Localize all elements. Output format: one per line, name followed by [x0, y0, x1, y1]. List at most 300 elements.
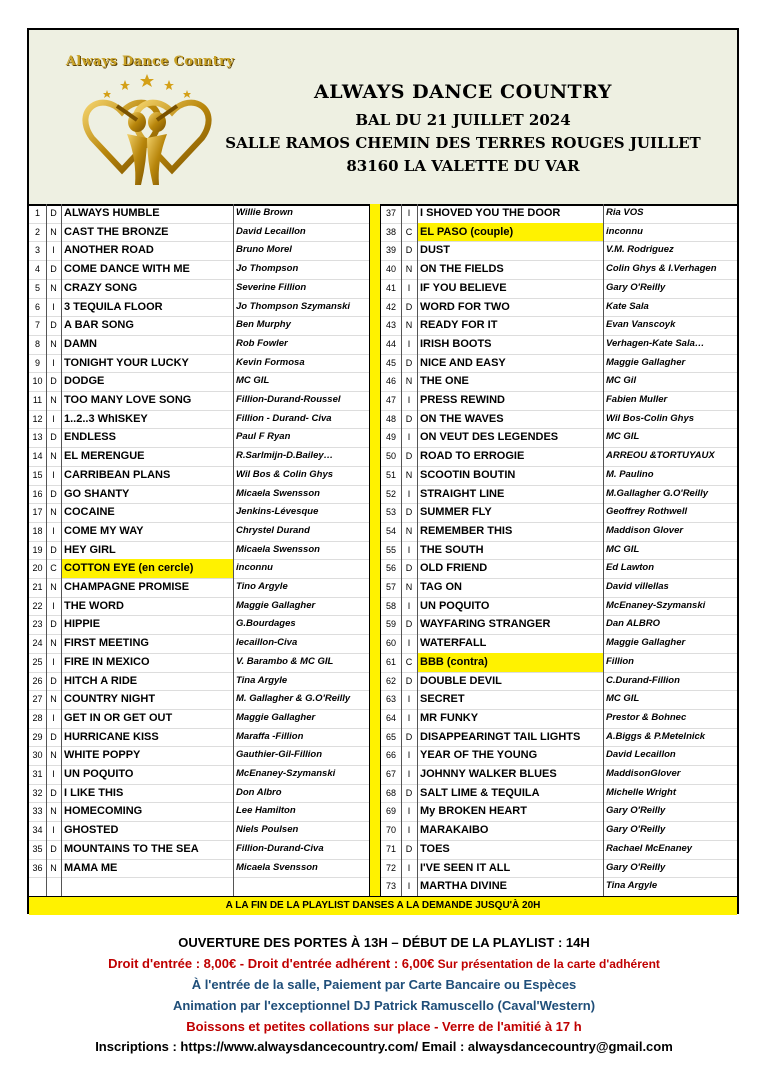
dance-number: 3: [34, 245, 40, 256]
dance-row: [381, 354, 737, 373]
dance-number: 2: [34, 226, 40, 237]
dance-title: EL PASO (couple): [417, 223, 603, 242]
dance-row: [381, 279, 737, 298]
dance-number: 46: [385, 376, 396, 387]
choreographer: Gary O'Reilly: [606, 861, 666, 873]
choreographer: Jo Thompson Szymanski: [236, 300, 351, 312]
dance-title: IF YOU BELIEVE: [420, 281, 507, 294]
choreographer: Severine Fillion: [236, 281, 307, 293]
dance-row: [29, 653, 369, 672]
dance-title: TONIGHT YOUR LUCKY: [64, 356, 189, 369]
payment-info: À l'entrée de la salle, Paiement par Carte Bancaire ou Espèces: [191, 977, 577, 992]
dance-level: D: [405, 245, 413, 256]
dance-level: I: [407, 881, 411, 892]
dance-row: [381, 241, 737, 260]
choreographer: Fillion - Durand- Civa: [236, 412, 332, 424]
choreographer: David Lecaillon: [236, 225, 306, 237]
dance-row: [29, 260, 369, 279]
choreographer: Paul F Ryan: [236, 431, 291, 443]
dance-number: 49: [385, 432, 396, 443]
choreographer: Ed Lawton: [606, 562, 655, 574]
dance-level: I: [407, 712, 411, 723]
dance-title: CHAMPAGNE PROMISE: [64, 581, 190, 594]
dance-row: [29, 522, 369, 541]
dance-level: D: [405, 843, 413, 854]
dance-row: [381, 260, 737, 279]
dance-title: A BAR SONG: [64, 319, 134, 332]
dance-title: MOUNTAINS TO THE SEA: [64, 842, 199, 855]
choreographer: Geoffrey Rothwell: [606, 506, 688, 518]
dance-title: THE WORD: [64, 599, 124, 612]
dance-number: 43: [385, 320, 396, 331]
dance-title: HITCH A RIDE: [64, 674, 138, 687]
dance-level: I: [407, 769, 411, 780]
dance-row: [29, 802, 369, 821]
choreographer: Micaela Swensson: [236, 487, 320, 499]
choreographer: Verhagen-Kate Sala…: [606, 337, 705, 349]
dance-number: 68: [385, 787, 396, 798]
dance-row: [381, 877, 737, 896]
dance-level: I: [52, 600, 55, 611]
choreographer: Jenkins-Lévesque: [236, 506, 319, 518]
dance-level: N: [50, 451, 57, 462]
dance-row: [381, 522, 737, 541]
choreographer: Micaela Swensson: [236, 543, 320, 555]
dance-level: N: [50, 507, 57, 518]
dance-title: DISAPPEARINGT TAIL LIGHTS: [420, 730, 581, 743]
choreographer: Prestor & Bohnec: [606, 711, 687, 723]
dance-row: [29, 316, 369, 335]
dance-title: COTTON EYE (en cercle): [61, 559, 233, 578]
dance-title: COUNTRY NIGHT: [64, 693, 156, 706]
dance-row: [29, 559, 369, 578]
dance-level: D: [50, 264, 57, 275]
dance-number: 23: [32, 619, 43, 630]
entry-price-note: Sur présentation de la carte d'adhérent: [434, 957, 660, 971]
dance-number: 67: [385, 769, 396, 780]
dance-row: [381, 447, 737, 466]
dance-title: TOO MANY LOVE SONG: [64, 394, 192, 407]
dance-row: [29, 840, 369, 859]
dance-title: BBB (contra): [417, 653, 603, 672]
dance-level: N: [50, 226, 57, 237]
dance-level: I: [52, 656, 55, 667]
choreographer: Gauthier-Gil-Fillion: [236, 749, 323, 761]
dance-level: D: [405, 787, 413, 798]
dance-number: 42: [385, 301, 396, 312]
dance-level: I: [52, 712, 55, 723]
dance-level: D: [405, 675, 413, 686]
dance-title: 3 TEQUILA FLOOR: [64, 300, 163, 313]
dance-row: [381, 223, 737, 242]
dance-level: I: [407, 638, 411, 649]
choreographer: Fillion-Durand-Roussel: [236, 394, 341, 406]
dance-number: 30: [32, 750, 43, 761]
dance-title: OLD FRIEND: [420, 562, 488, 575]
dance-row: [29, 784, 369, 803]
dance-title: CARRIBEAN PLANS: [64, 468, 171, 481]
dance-title: COME DANCE WITH ME: [64, 263, 190, 276]
dance-number: 21: [32, 582, 43, 593]
dance-title: ON VEUT DES LEGENDES: [420, 431, 559, 444]
dance-number: 11: [32, 395, 43, 406]
logo-text: Always Dance Country: [65, 54, 235, 69]
dance-level: I: [407, 208, 411, 218]
dance-level: D: [405, 413, 413, 424]
choreographer: ARREOU &TORTUYAUX: [606, 450, 715, 462]
dance-number: 14: [32, 451, 43, 462]
dance-title: REMEMBER THIS: [420, 524, 513, 537]
dance-level: D: [405, 619, 413, 630]
choreographer: Gary O'Reilly: [606, 824, 666, 836]
choreographer: Tina Argyle: [236, 674, 288, 686]
dance-row: [29, 447, 369, 466]
choreographer: Gary O'Reilly: [606, 805, 666, 817]
dance-number: 54: [385, 525, 396, 536]
dance-row: [381, 709, 737, 728]
choreographer: Kevin Formosa: [236, 356, 305, 368]
dance-title: DUST: [420, 244, 450, 257]
choreographer: A.Biggs & P.Metelnick: [606, 730, 706, 742]
dance-number: 66: [385, 750, 396, 761]
dance-number: 10: [32, 376, 43, 387]
dance-number: 59: [385, 619, 396, 630]
choreographer: MC GIL: [606, 693, 640, 705]
choreographer: Gary O'Reilly: [606, 281, 666, 293]
dance-number: 62: [385, 675, 396, 686]
dance-row: [381, 316, 737, 335]
dance-level: I: [52, 469, 55, 480]
dance-title: SECRET: [420, 693, 465, 706]
dance-row: [381, 653, 737, 672]
dance-number: 1: [34, 208, 40, 218]
dance-row: [381, 784, 737, 803]
dance-title: ENDLESS: [64, 431, 116, 444]
choreographer: G.Bourdages: [236, 618, 296, 630]
dance-row: [29, 372, 369, 391]
dance-number: 39: [385, 245, 396, 256]
choreographer: Maggie Gallagher: [236, 711, 316, 723]
dance-row: [381, 335, 737, 354]
dance-level: D: [50, 619, 57, 630]
dance-title: ON THE FIELDS: [420, 263, 504, 276]
dance-title: DOUBLE DEVIL: [420, 674, 502, 687]
dance-row: [381, 728, 737, 747]
dance-title: UN POQUITO: [420, 599, 490, 612]
dance-level: I: [407, 694, 411, 705]
dance-level: D: [50, 787, 57, 798]
dance-number: 18: [32, 525, 43, 536]
dance-number: 56: [385, 563, 396, 574]
dance-level: N: [405, 469, 413, 480]
dance-title: COCAINE: [64, 506, 115, 519]
choreographer: Fabien Muller: [606, 394, 668, 406]
dance-level: N: [405, 525, 413, 536]
dance-level: D: [50, 488, 57, 499]
dance-row: [381, 372, 737, 391]
dance-number: 58: [385, 600, 396, 611]
dance-number: 7: [34, 320, 40, 331]
dance-number: 17: [32, 507, 43, 518]
event-date: BAL DU 21 JUILLET 2024: [355, 111, 571, 129]
dance-title: YEAR OF THE YOUNG: [420, 749, 538, 762]
choreographer: V.M. Rodriguez: [606, 244, 674, 256]
column-separator: [369, 204, 381, 896]
dance-title: PRESS REWIND: [420, 394, 505, 407]
dance-number: 33: [32, 806, 43, 817]
dance-title: 1..2..3 WhISKEY: [64, 412, 148, 425]
dance-row: [381, 672, 737, 691]
dance-title: JOHNNY WALKER BLUES: [420, 768, 557, 781]
dance-row: [29, 410, 369, 429]
dance-title: WHITE POPPY: [64, 749, 141, 762]
dance-level: D: [405, 357, 413, 368]
dance-row: [381, 204, 737, 223]
dance-row: [29, 298, 369, 317]
dance-row: [29, 634, 369, 653]
dance-level: I: [407, 544, 411, 555]
dance-row: [29, 746, 369, 765]
choreographer: Evan Vanscoyk: [606, 319, 676, 331]
dance-number: 16: [32, 488, 43, 499]
dance-row: [381, 466, 737, 485]
dance-level: D: [50, 544, 57, 555]
dance-row: [29, 391, 369, 410]
dance-number: 4: [34, 264, 40, 275]
dance-number: 8: [34, 338, 40, 349]
dance-title: GO SHANTY: [64, 487, 130, 500]
dance-level: I: [52, 769, 55, 780]
opening-hours: OUVERTURE DES PORTES À 13H – DÉBUT DE LA PLAYLIST : 14H: [178, 935, 590, 950]
dance-number: 19: [32, 544, 43, 555]
dance-level: D: [50, 432, 57, 443]
dance-row: [29, 503, 369, 522]
dj-info: Animation par l'exceptionnel DJ Patrick Ramuscello (Caval'Western): [172, 998, 596, 1013]
dance-title: GET IN OR GET OUT: [64, 711, 173, 724]
dance-row: [29, 541, 369, 560]
dance-level: N: [50, 582, 57, 593]
dance-level: N: [405, 582, 413, 593]
dance-title: HURRICANE KISS: [64, 730, 159, 743]
entry-price: [0, 956, 768, 971]
dance-number: 41: [385, 282, 396, 293]
dance-number: 29: [32, 731, 43, 742]
dance-number: 6: [34, 301, 40, 312]
dance-title: FIRST MEETING: [64, 637, 149, 650]
refreshments-info: Boissons et petites collations sur place - Verre de l'amitié à 17 h: [186, 1019, 582, 1034]
dance-level: N: [50, 806, 57, 817]
dance-title: ON THE WAVES: [420, 412, 504, 425]
dance-level: D: [50, 675, 57, 686]
dance-title: THE ONE: [420, 375, 469, 388]
dance-title: CRAZY SONG: [64, 281, 138, 294]
dance-level: I: [52, 245, 55, 256]
dance-title: GHOSTED: [64, 824, 119, 837]
dance-level: D: [50, 843, 57, 854]
choreographer: Lee Hamilton: [236, 805, 296, 817]
choreographer: lecaillon-Civa: [236, 637, 298, 649]
dance-level: N: [50, 638, 57, 649]
dance-row: [381, 765, 737, 784]
dance-title: WATERFALL: [420, 637, 487, 650]
dance-number: 40: [385, 264, 396, 275]
choreographer: MC GIL: [606, 431, 640, 443]
dance-level: I: [407, 600, 411, 611]
dance-number: 15: [32, 469, 43, 480]
dance-row: [29, 241, 369, 260]
choreographer: inconnu: [606, 225, 643, 237]
dance-title: HOMECOMING: [64, 805, 143, 818]
dance-number: 9: [34, 357, 40, 368]
dance-number: 26: [32, 675, 43, 686]
dance-number: 65: [385, 731, 396, 742]
dance-title: I LIKE THIS: [64, 786, 124, 799]
dance-level: I: [52, 825, 55, 836]
dance-title: CAST THE BRONZE: [64, 225, 169, 238]
dance-row: [29, 672, 369, 691]
dance-row: [381, 821, 737, 840]
choreographer: Jo Thompson: [236, 263, 299, 275]
dance-number: 48: [385, 413, 396, 424]
choreographer: McEnaney-Szymanski: [236, 768, 336, 780]
dance-number: 50: [385, 451, 396, 462]
dance-title: My BROKEN HEART: [420, 805, 527, 818]
choreographer: Micaela Svensson: [236, 861, 318, 873]
dance-row: [381, 634, 737, 653]
dance-title: ALWAYS HUMBLE: [64, 207, 160, 219]
choreographer: Maggie Gallagher: [236, 599, 316, 611]
choreographer: Wil Bos-Colin Ghys: [606, 412, 695, 424]
dance-number: 22: [32, 600, 43, 611]
dance-level: C: [405, 656, 413, 667]
dance-number: 27: [32, 694, 43, 705]
choreographer: MC Gil: [606, 375, 637, 387]
dance-level: N: [50, 862, 57, 873]
dance-row: [381, 410, 737, 429]
dance-level: I: [407, 825, 411, 836]
dance-level: N: [405, 264, 413, 275]
dance-title: WAYFARING STRANGER: [420, 618, 551, 631]
dance-level: C: [405, 226, 413, 237]
dance-row: [381, 840, 737, 859]
dance-title: HEY GIRL: [64, 543, 116, 556]
entry-price-main: Droit d'entrée : 8,00€ - Droit d'entrée adhérent : 6,00€: [108, 956, 435, 971]
choreographer: David Lecaillon: [606, 749, 676, 761]
dance-row: [29, 765, 369, 784]
choreographer: M.Gallagher G.O'Reilly: [606, 487, 709, 499]
dance-row: [29, 615, 369, 634]
dance-row: [381, 597, 737, 616]
choreographer: MC GIL: [236, 375, 270, 387]
dance-title: COME MY WAY: [64, 524, 144, 537]
dance-number: 12: [32, 413, 43, 424]
dance-number: 63: [385, 694, 396, 705]
dance-number: 52: [385, 488, 396, 499]
dance-level: D: [50, 731, 57, 742]
dance-number: 70: [385, 825, 396, 836]
page-title: ALWAYS DANCE COUNTRY: [314, 81, 612, 103]
dance-level: D: [405, 563, 413, 574]
choreographer: C.Durand-Fillion: [606, 674, 680, 686]
choreographer: Tino Argyle: [236, 581, 288, 593]
choreographer: Maddison Glover: [606, 524, 684, 536]
choreographer: Willie Brown: [236, 207, 293, 218]
dance-level: N: [50, 694, 57, 705]
dance-number: 13: [32, 432, 43, 443]
dance-level: N: [50, 750, 57, 761]
dance-number: 73: [385, 881, 396, 892]
choreographer: Maggie Gallagher: [606, 356, 686, 368]
choreographer: Niels Poulsen: [236, 824, 299, 836]
dance-title: SALT LIME & TEQUILA: [420, 786, 540, 799]
choreographer: David villellas: [606, 581, 669, 593]
dance-number: 31: [32, 769, 43, 780]
dance-row: [29, 728, 369, 747]
dance-title: DAMN: [64, 337, 97, 350]
dance-row: [29, 466, 369, 485]
choreographer: M. Gallagher & G.O'Reilly: [236, 693, 351, 705]
dance-row: [381, 428, 737, 447]
dance-level: D: [50, 320, 57, 331]
dance-level: I: [52, 413, 55, 424]
dance-number: 53: [385, 507, 396, 518]
dance-row: [29, 335, 369, 354]
dance-number: 32: [32, 787, 43, 798]
dance-level: I: [52, 301, 55, 312]
dance-number: 55: [385, 544, 396, 555]
dance-number: 51: [385, 469, 396, 480]
dance-title: STRAIGHT LINE: [420, 487, 505, 500]
dance-level: D: [405, 451, 413, 462]
dance-number: 5: [34, 282, 40, 293]
dance-number: 47: [385, 395, 396, 406]
dance-level: I: [407, 282, 411, 293]
dance-level: D: [50, 208, 57, 218]
playlist-sheet: [27, 28, 739, 914]
dance-row: [381, 690, 737, 709]
dance-level: D: [405, 507, 413, 518]
choreographer: Kate Sala: [606, 300, 649, 312]
dance-number: 37: [385, 208, 396, 218]
playlist-right-table: [381, 204, 737, 896]
dance-row: [381, 578, 737, 597]
dance-number: 60: [385, 638, 396, 649]
dance-level: N: [50, 338, 57, 349]
dance-row: [29, 578, 369, 597]
choreographer: Maraffa -Fillion: [236, 730, 304, 742]
choreographer: Fillion-Durand-Civa: [236, 842, 324, 854]
dance-number: 69: [385, 806, 396, 817]
city: 83160 LA VALETTE DU VAR: [346, 157, 580, 175]
choreographer: Don Albro: [236, 786, 282, 798]
dance-row: [29, 204, 369, 223]
dance-title: TOES: [420, 842, 450, 855]
dance-level: N: [405, 320, 413, 331]
dance-number: 72: [385, 862, 396, 873]
dance-title: MR FUNKY: [420, 711, 479, 724]
choreographer: Colin Ghys & I.Verhagen: [606, 263, 717, 275]
dance-title: SCOOTIN BOUTIN: [420, 468, 516, 481]
dance-level: I: [52, 357, 55, 368]
dance-level: C: [50, 563, 57, 574]
dance-row: [29, 859, 369, 878]
dance-level: I: [407, 395, 411, 406]
footer-banner: A LA FIN DE LA PLAYLIST DANSES A LA DEMANDE JUSQU'À 20H: [29, 896, 737, 915]
dance-title: UN POQUITO: [64, 768, 134, 781]
dance-row: [381, 391, 737, 410]
dance-number: 61: [385, 656, 396, 667]
dance-number: 24: [32, 638, 43, 649]
